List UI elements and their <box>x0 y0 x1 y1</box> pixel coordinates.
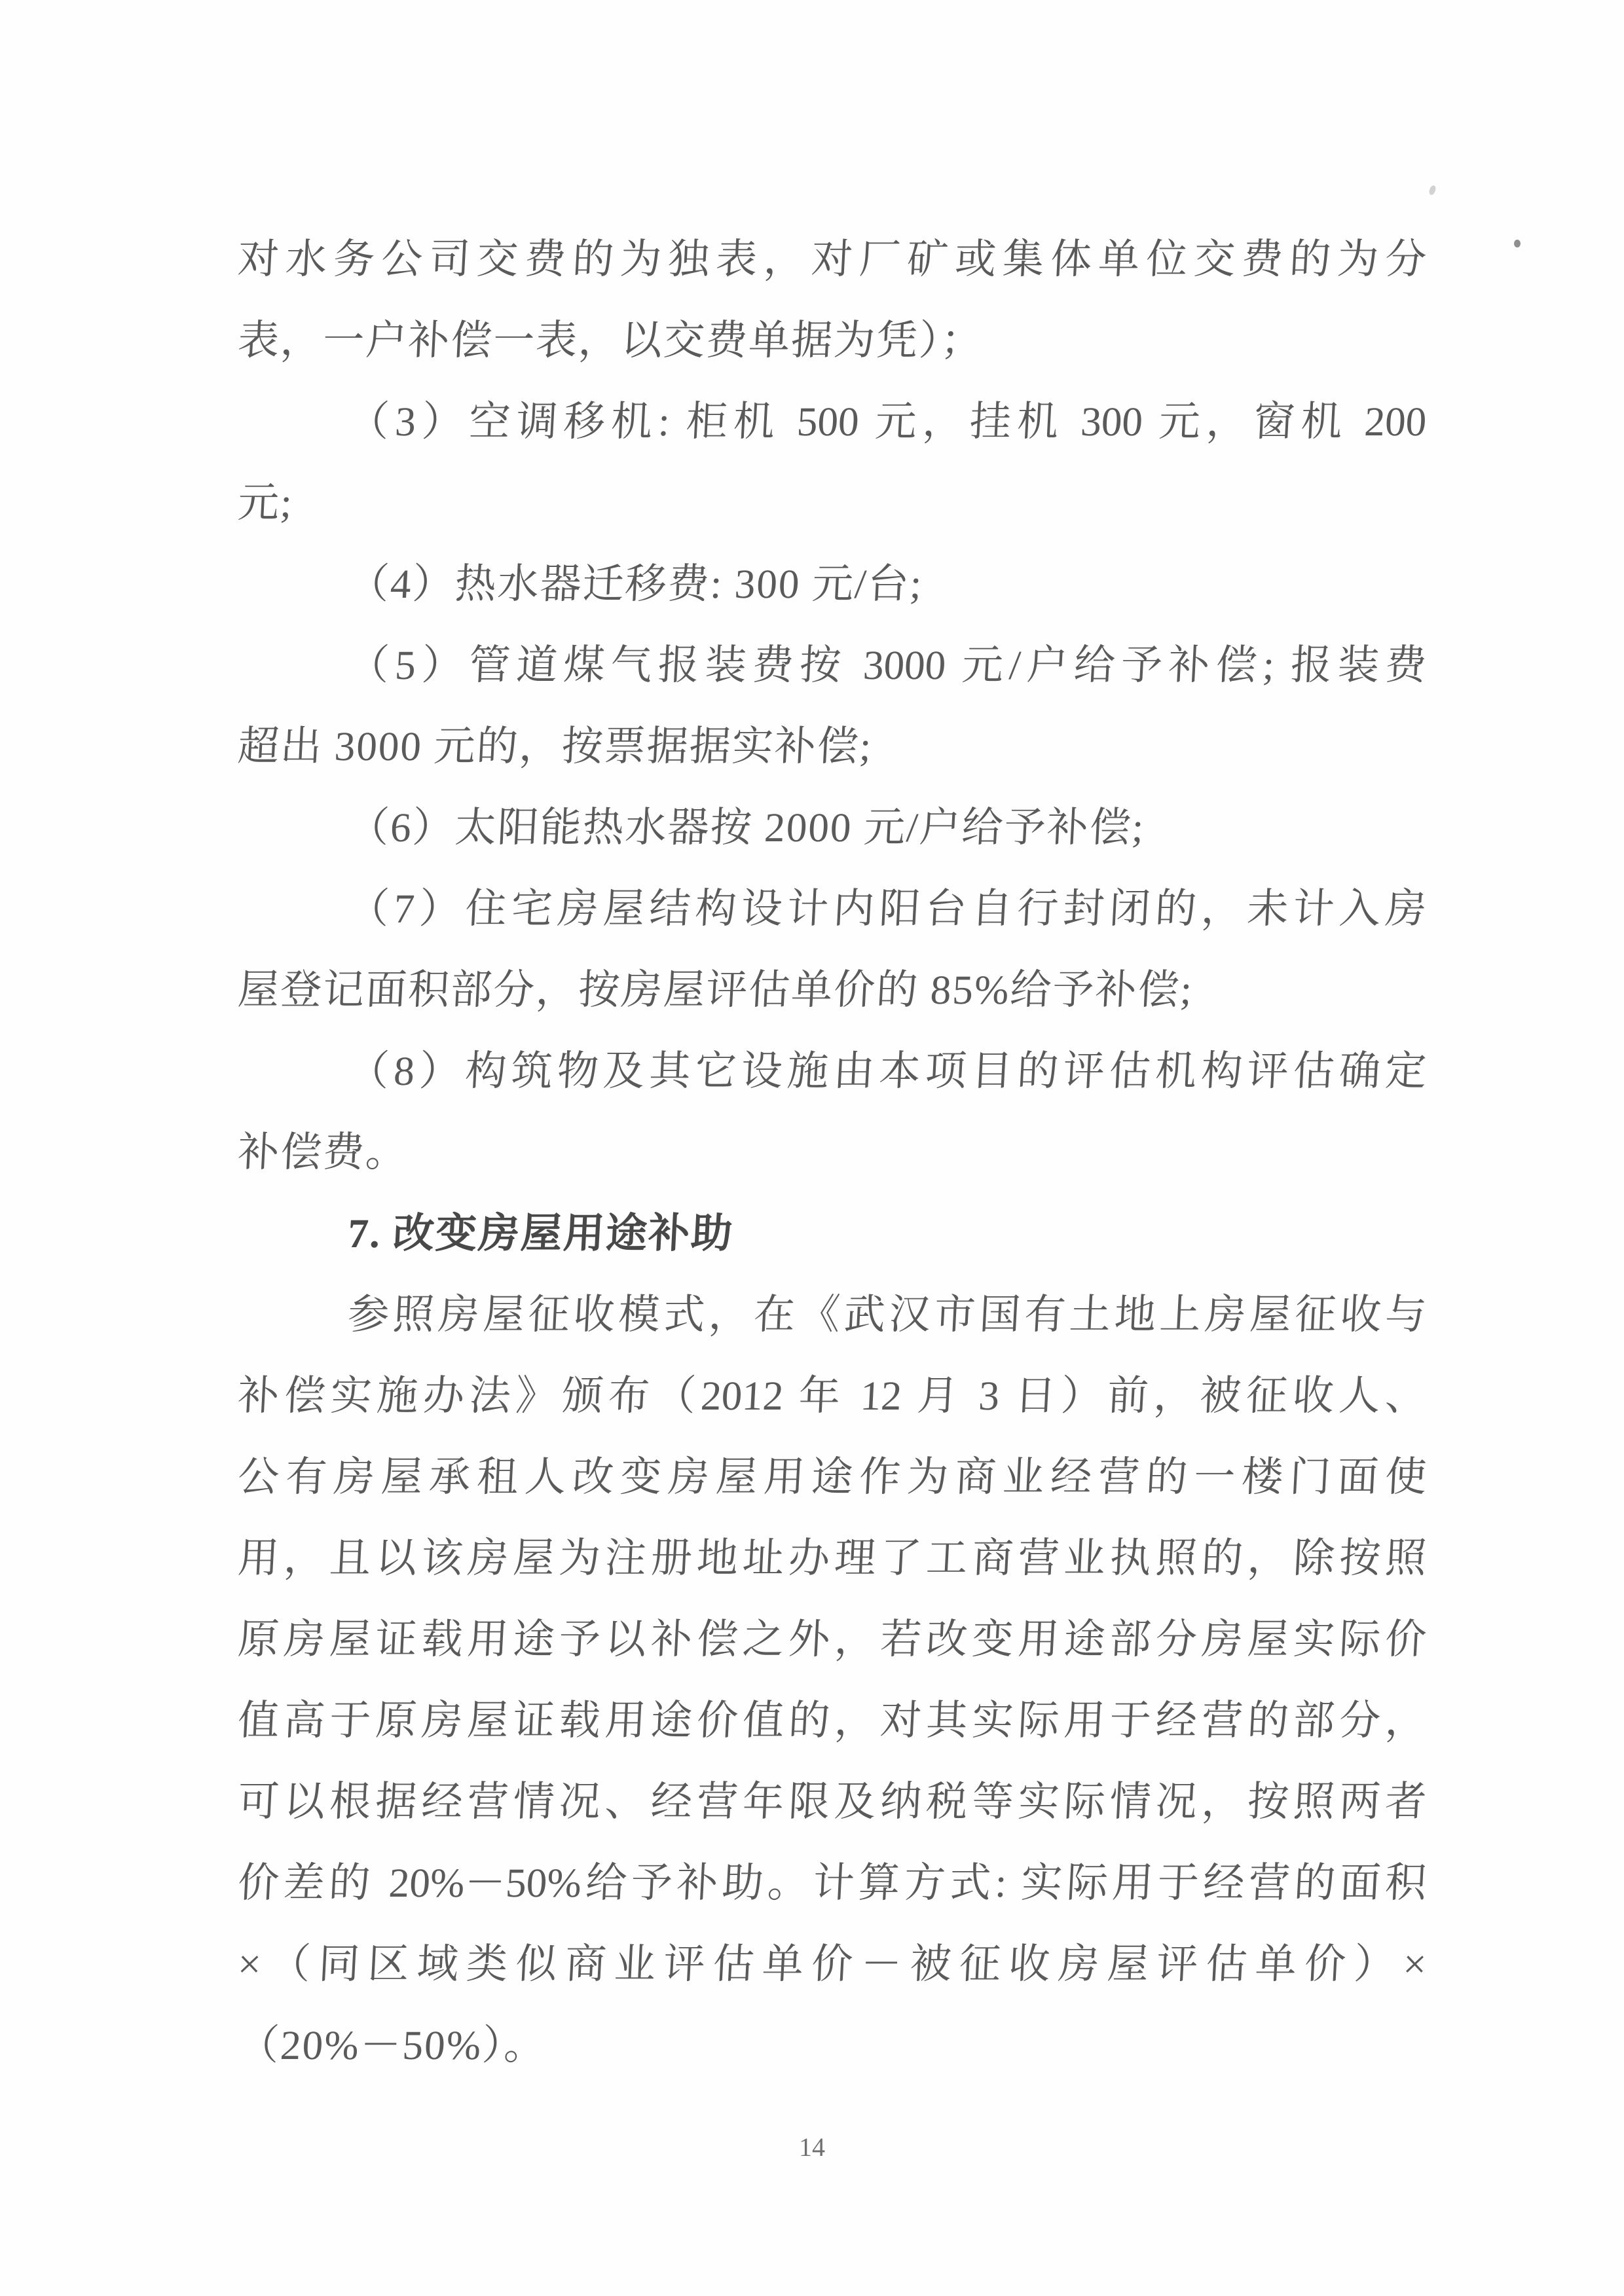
section-heading-7: 7. 改变房屋用途补助 <box>346 1211 735 1256</box>
doc-line: 屋登记面积部分，按房屋评估单价的 85%给予补偿; <box>236 967 1194 1013</box>
doc-line-item-7: （7）住宅房屋结构设计内阳台自行封闭的，未计入房 <box>346 886 1428 932</box>
doc-line: 用，且以该房屋为注册地址办理了工商营业执照的，除按照 <box>236 1535 1428 1581</box>
doc-line: 值高于原房屋证载用途价值的，对其实际用于经营的部分， <box>236 1698 1428 1743</box>
doc-line-item-3: （3）空调移机: 柜机 500 元，挂机 300 元，窗机 200 <box>346 399 1428 445</box>
doc-line: （20%－50%）。 <box>236 2022 548 2068</box>
doc-line: ×（同区域类似商业评估单价－被征收房屋评估单价）× <box>236 1941 1428 1987</box>
doc-line-item-8: （8）构筑物及其它设施由本项目的评估机构评估确定 <box>346 1048 1428 1094</box>
doc-line: 元; <box>236 480 295 526</box>
doc-line-item-4: （4）热水器迁移费: 300 元/台; <box>346 561 925 607</box>
doc-line: 参照房屋征收模式，在《武汉市国有土地上房屋征收与 <box>346 1292 1428 1338</box>
scan-speck <box>1428 185 1437 196</box>
doc-line: 价差的 20%－50%给予补助。计算方式: 实际用于经营的面积 <box>236 1860 1428 1906</box>
doc-line: 对水务公司交费的为独表，对厂矿或集体单位交费的为分 <box>236 236 1428 282</box>
doc-line-item-6: （6）太阳能热水器按 2000 元/户给予补偿; <box>346 805 1147 850</box>
doc-line: 补偿费。 <box>236 1129 410 1175</box>
doc-line: 公有房屋承租人改变房屋用途作为商业经营的一楼门面使 <box>236 1454 1428 1500</box>
doc-line: 超出 3000 元的，按票据据实补偿; <box>236 723 874 769</box>
document-body <box>236 219 1428 2086</box>
scan-speck <box>1514 240 1521 247</box>
doc-line: 可以根据经营情况、经营年限及纳税等实际情况，按照两者 <box>236 1779 1428 1825</box>
page-number: 14 <box>799 2132 825 2162</box>
doc-line: 表，一户补偿一表，以交费单据为凭）； <box>236 318 985 363</box>
doc-line: 原房屋证载用途予以补偿之外，若改变用途部分房屋实际价 <box>236 1616 1428 1662</box>
doc-line-item-5: （5）管道煤气报装费按 3000 元/户给予补偿; 报装费 <box>346 642 1428 688</box>
doc-line: 补偿实施办法》颁布（2012 年 12 月 3 日）前，被征收人、 <box>236 1373 1428 1419</box>
